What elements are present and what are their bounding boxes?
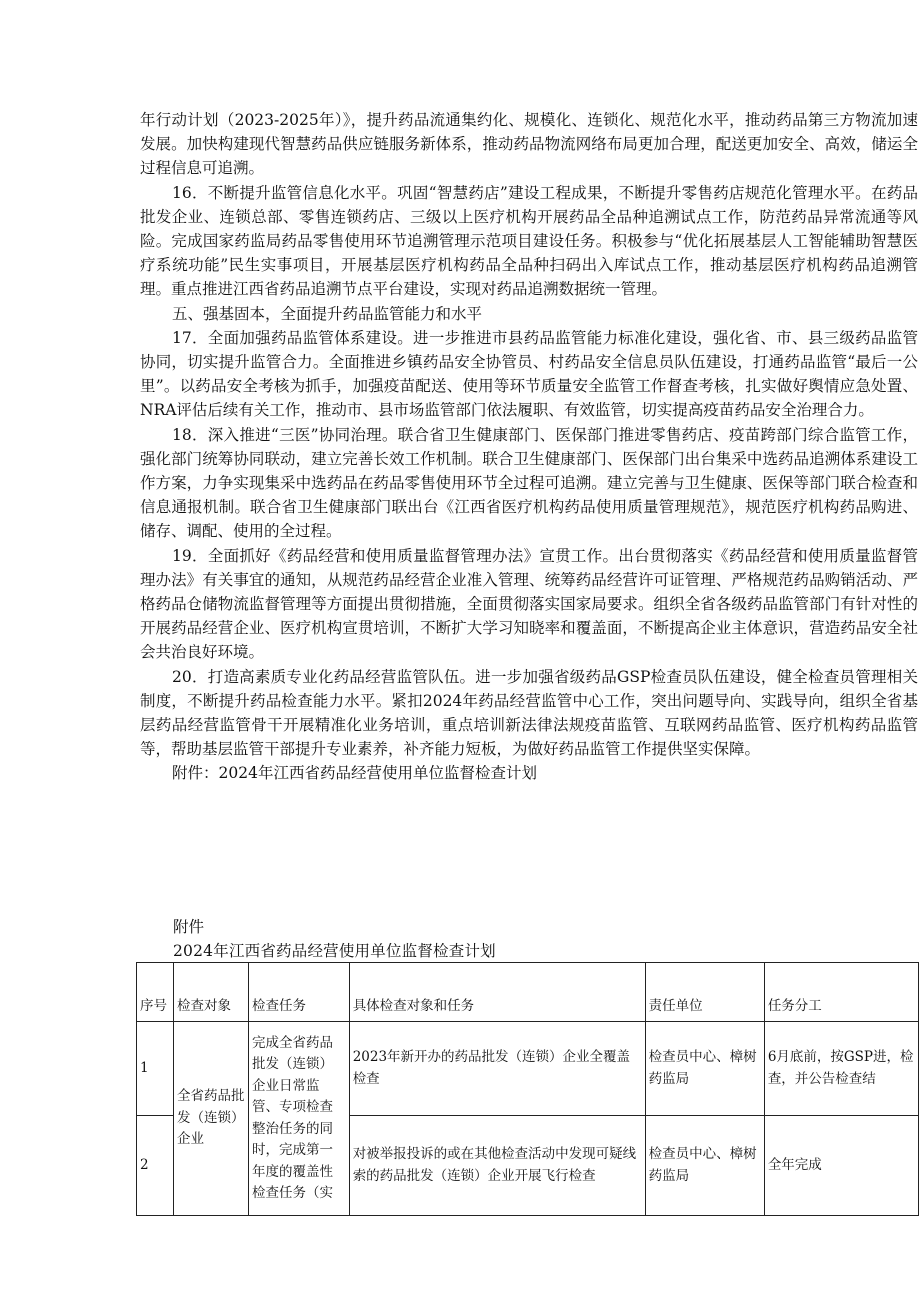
paragraph-item-18: 18．深入推进“三医”协同治理。联合省卫生健康部门、医保部门推进零售药店、疫苗跨部门综合监管工作，强化部门统筹协同联动，建立完善长效工作机制。联合卫生健康部门、医保部门出台集采中选药品追溯体系建设工作方案，力争实现集采中选药品在药品零售使用环节全过程可追溯。建立完善与卫生健康、医保等部门联合检查和信息通报机制。联合省卫生健康部门联出台《江西省医疗机构药品使用质量管理规范》，规范医疗机构药品购进、储存、调配、使用的全过程。 — [140, 425, 918, 541]
paragraph-continuation: 年行动计划（2023-2025年）》，提升药品流通集约化、规模化、连锁化、规范化水平，推动药品第三方物流加速发展。加快构建现代智慧药品供应链服务新体系，推动药品物流网络布局更加合理，配送更加安全、高效，储运全过程信息可追溯。 — [140, 111, 918, 178]
object-cell: 全省药品批发（连锁）企业 — [173, 1022, 248, 1216]
header-object: 检查对象 — [173, 963, 248, 1022]
table-row — [137, 1022, 919, 1116]
paragraph-item-17: 17．全面加强药品监管体系建设。进一步推进市县药品监管能力标准化建设，强化省、市、县三级药品监管协同，切实提升监管合力。全面推进乡镇药品安全协管员、村药品安全信息员队伍建设，打通药品监管“最后一公里”。以药品安全考核为抓手，加强疫苗配送、使用等环节质量安全监管工作督查考核，扎实做好舆情应急处置、NRA评估后续有关工作，推动市、县市场监管部门依法履职、有效监管，切实提高疫苗药品安全治理合力。 — [140, 328, 918, 420]
row-division: 全年完成 — [764, 1116, 918, 1216]
row-unit: 检查员中心、樟树药监局 — [645, 1116, 764, 1216]
row-division: 6月底前，按GSP进，检查，并公告检查结 — [764, 1022, 918, 1116]
row-no: 2 — [137, 1116, 174, 1216]
row-detail: 2023年新开办的药品批发（连锁）企业全覆盖检查 — [349, 1022, 645, 1116]
header-unit: 责任单位 — [645, 963, 764, 1022]
table-header-row — [137, 963, 919, 1022]
header-no: 序号 — [137, 963, 174, 1022]
attachment-title: 2024年江西省药品经营使用单位监督检查计划 — [173, 942, 496, 960]
body-text — [140, 108, 918, 786]
paragraph-item-20: 20．打造高素质专业化药品经营监管队伍。进一步加强省级药品GSP检查员队伍建设，健全检查员管理相关制度，不断提升药品检查能力水平。紧扣2024年药品经营监管中心工作，突出问题导向、实践导向，组织全省基层药品经营监管骨干开展精准化业务培训，重点培训新法律法规疫苗监管、互联网药品监管、医疗机构药品监管等，帮助基层监管干部提升专业素养，补齐能力短板，为做好药品监管工作提供坚实保障。 — [140, 667, 918, 759]
inspection-plan-table — [136, 962, 919, 1216]
paragraph-item-16: 16．不断提升监管信息化水平。巩固“智慧药店”建设工程成果，不断提升零售药店规范化管理水平。在药品批发企业、连锁总部、零售连锁药店、三级以上医疗机构开展药品全品种追溯试点工作，防范药品异常流通等风险。完成国家药监局药品零售使用环节追溯管理示范项目建设任务。积极参与“优化拓展基层人工智能辅助智慧医疗系统功能”民生实事项目，开展基层医疗机构药品全品种扫码出入库试点工作，推动基层医疗机构药品追溯管理。重点推进江西省药品追溯节点平台建设，实现对药品追溯数据统一管理。 — [140, 183, 918, 299]
attachment-label: 附件 — [173, 918, 205, 936]
paragraph-item-19: 19．全面抓好《药品经营和使用质量监督管理办法》宣贯工作。出台贯彻落实《药品经营和使用质量监督管理办法》有关事宜的通知，从规范药品经营企业准入管理、统筹药品经营许可证管理、严格规范药品购销活动、严格药品仓储物流监督管理等方面提出贯彻措施，全面贯彻落实国家局要求。组织全省各级药品监管部门有针对性的开展药品经营企业、医疗机构宣贯培训，不断扩大学习知晓率和覆盖面，不断提高企业主体意识，营造药品安全社会共治良好环境。 — [140, 546, 918, 662]
row-detail: 对被举报投诉的或在其他检查活动中发现可疑线索的药品批发（连锁）企业开展飞行检查 — [349, 1116, 645, 1216]
header-division: 任务分工 — [764, 963, 918, 1022]
attachment-reference: 附件：2024年江西省药品经营使用单位监督检查计划 — [172, 764, 537, 783]
row-unit: 检查员中心、樟树药监局 — [645, 1022, 764, 1116]
task-cell: 完成全省药品批发（连锁）企业日常监管、专项检查整治任务的同时，完成第一年度的覆盖性检查任务（实 — [248, 1022, 349, 1216]
header-detail: 具体检查对象和任务 — [349, 963, 645, 1022]
section-heading-5: 五、强基固本，全面提升药品监管能力和水平 — [172, 304, 483, 323]
header-task: 检查任务 — [248, 963, 349, 1022]
row-no: 1 — [137, 1022, 174, 1116]
